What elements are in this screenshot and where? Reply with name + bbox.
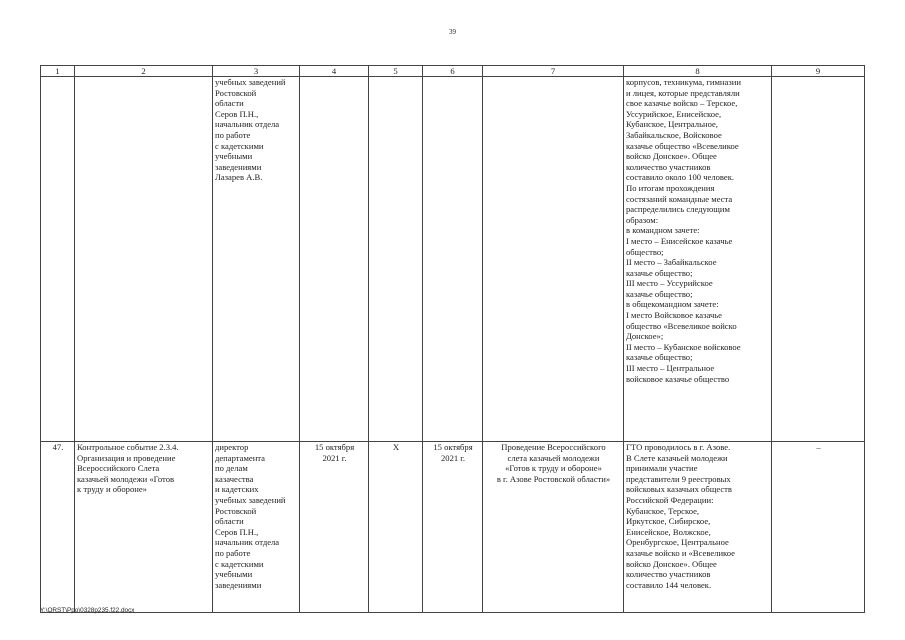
cell-event: [75, 77, 213, 442]
column-header: 5: [369, 66, 423, 77]
cell-number: 47.: [41, 442, 75, 613]
header-row: [41, 66, 865, 77]
cell-details: корпусов, техникума, гимназии и лицея, которые представляли свое казачье войско – Терское, Уссурийское, Енисейское, Кубанское, Центральное, Забайкальское, Войсковое казачье общество «Всевеликое войско Донское». Общее количество участников составило около 100 человек. По итогам прохождения состязаний командные места распределились следующим образом: в командном зачете: I место – Енисейское казачье общество; II место – Забайкальское казачье общество; III место – Уссурийское казачье общество; в общекомандном зачете: I место Войсковое казачье общество «Всевеликое войско Донское»; II место – Кубанское войсковое казачье общество; III место – Центральное войсковое казачье общество: [624, 77, 772, 442]
cell-actual-date: 15 октября 2021 г.: [423, 442, 483, 613]
column-header: 3: [213, 66, 300, 77]
column-header: 9: [772, 66, 865, 77]
cell-notes: [772, 77, 865, 442]
cell-responsible: директор департамента по делам казачества и кадетских учебных заведений Ростовской области Серов П.Н., начальник отдела по работе с кадетскими учебными заведениями: [213, 442, 300, 613]
cell-details: ГТО проводилось в г. Азове. В Слете казачьей молодежи принимали участие представители 9 реестровых войсковых казачьих обществ Российской Федерации: Кубанское, Терское, Иркутское, Сибирское, Енисейское, Волжское, Оренбургское, Центральное казачье войско и «Всевеликое войско Донское». Общее количество участников составило 144 человек.: [624, 442, 772, 613]
footer-file-path: Y:\ORST\Ppo\0328p235.f22.docx: [40, 607, 135, 614]
table-row-47: [41, 442, 865, 613]
cell-result: Проведение Всероссийского слета казачьей молодежи «Готов к труду и обороне» в г. Азове Ростовской области»: [483, 442, 624, 613]
cell-col5: [369, 77, 423, 442]
column-header: 7: [483, 66, 624, 77]
column-header: 2: [75, 66, 213, 77]
cell-number: [41, 77, 75, 442]
cell-responsible: учебных заведений Ростовской области Серов П.Н., начальник отдела по работе с кадетскими учебными заведениями Лазарев А.В.: [213, 77, 300, 442]
cell-event: Контрольное событие 2.3.4. Организация и проведение Всероссийского Слета казачьей молодежи «Готов к труду и обороне»: [75, 442, 213, 613]
cell-result: [483, 77, 624, 442]
report-table: [40, 65, 865, 613]
column-header: 8: [624, 66, 772, 77]
table-row-continued: [41, 77, 865, 442]
cell-actual-date: [423, 77, 483, 442]
page-number: 39: [449, 28, 456, 36]
column-header: 1: [41, 66, 75, 77]
cell-col5: X: [369, 442, 423, 613]
column-header: 6: [423, 66, 483, 77]
cell-notes: –: [772, 442, 865, 613]
cell-plan-date: [300, 77, 369, 442]
column-header: 4: [300, 66, 369, 77]
cell-plan-date: 15 октября 2021 г.: [300, 442, 369, 613]
